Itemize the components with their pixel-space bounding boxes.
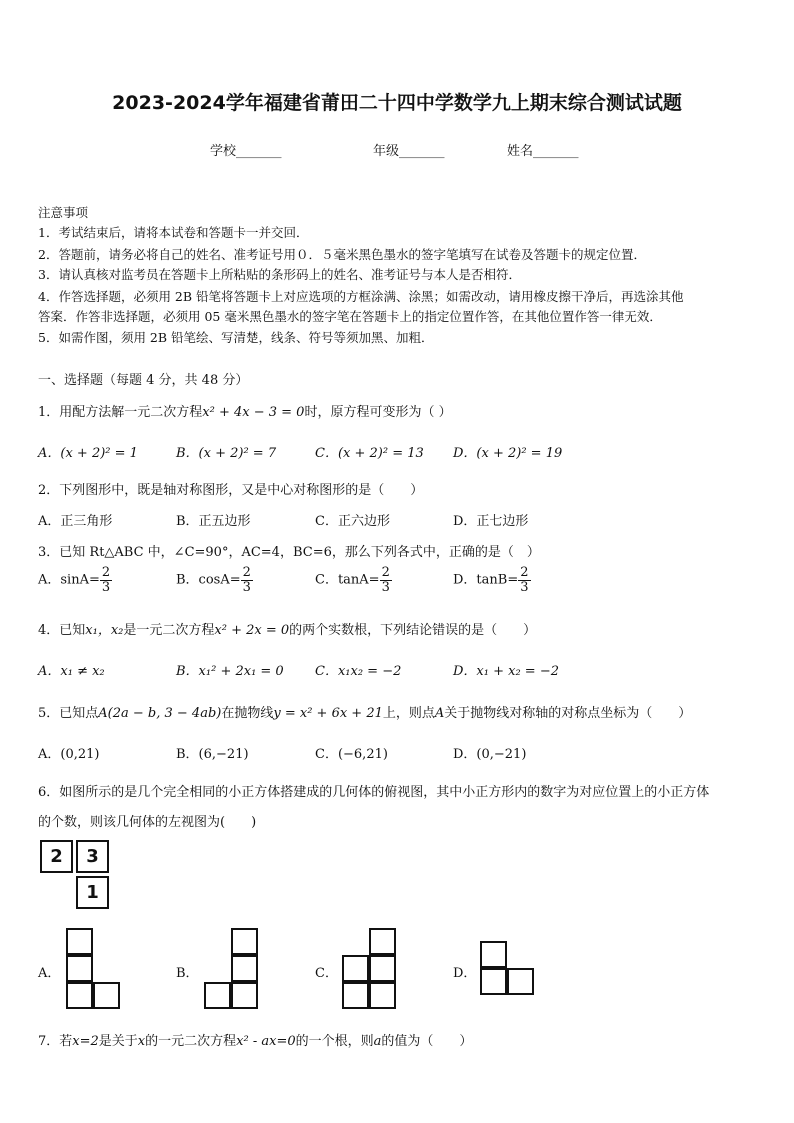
question-4 [38, 619, 536, 638]
q3-option-c-label: C．tanA= [315, 572, 380, 588]
cube-square [342, 982, 369, 1009]
grid-cell: 3 [76, 840, 109, 873]
q2-option-a[interactable]: A．正三角形 [38, 514, 113, 529]
q6-option-d-label[interactable]: D． [453, 966, 477, 981]
q3-option-b[interactable] [176, 566, 253, 594]
question-1 [38, 401, 452, 420]
fraction-numerator: 2 [242, 565, 251, 580]
q2-option-d[interactable]: D．正七边形 [453, 514, 529, 529]
cube-square [342, 955, 369, 982]
q2-option-c[interactable]: C．正六边形 [315, 514, 390, 529]
q5-point: A(2a − b, 3 − 4ab) [98, 706, 222, 721]
cube-square [231, 928, 258, 955]
question-2: 2．下列图形中，既是轴对称图形，又是中心对称图形的是（ ） [38, 483, 424, 498]
grade-field[interactable]: 年级_______ [373, 144, 445, 159]
note-item: 3．请认真核对监考员在答题卡上所粘贴的条形码上的姓名、准考证号与本人是否相符． [38, 267, 521, 282]
note-item: 4．作答选择题，必须用 2B 铅笔将答题卡上对应选项的方框涂满、涂黑；如需改动，请用橡皮擦干净后，再选涂其他 [38, 289, 684, 304]
q4-stem-end: 的两个实数根，下列结论错误的是（ ） [289, 623, 537, 638]
q3-option-a-label: A．sinA= [38, 572, 100, 588]
cube-square [369, 955, 396, 982]
q4-option-c[interactable]: C．x₁x₂ = −2 [315, 664, 402, 679]
note-item: 5．如需作图，须用 2B 铅笔绘、写清楚，线条、符号等须加黑、加粗． [38, 330, 434, 345]
cube-square [204, 982, 231, 1009]
q5-option-c[interactable]: C．(−6,21) [315, 747, 388, 762]
q7-equation: x² - ax=0 [236, 1034, 296, 1049]
q3-option-b-label: B．cosA= [176, 572, 241, 588]
q3-option-a[interactable] [38, 566, 112, 594]
q3-option-d-label: D．tanB= [453, 572, 519, 588]
page-title: 2023-2024学年福建省莆田二十四中学数学九上期末综合测试试题 [112, 92, 682, 114]
cube-square [480, 968, 507, 995]
cube-square [369, 982, 396, 1009]
fraction-denominator: 3 [520, 579, 529, 595]
notes-heading: 注意事项 [38, 205, 89, 220]
section-heading: 一、选择题（每题 4 分，共 48 分） [38, 373, 249, 388]
q5-parabola: y = x² + 6x + 21 [273, 706, 383, 721]
fraction-numerator: 2 [101, 565, 111, 580]
q5-option-a[interactable]: A．(0,21) [38, 747, 100, 762]
q7-stem-mid3: 的一个根，则 [295, 1034, 374, 1049]
q4-roots: x₁，x₂ [85, 623, 124, 638]
cube-square [507, 968, 534, 995]
q4-option-d[interactable]: D．x₁ + x₂ = −2 [453, 664, 559, 679]
question-3: 3．已知 Rt△ABC 中，∠C=90°，AC=4，BC=6，那么下列各式中，正确的是（ ） [38, 545, 540, 560]
q5-point-name: A [434, 706, 445, 721]
q3-option-d[interactable] [453, 566, 531, 594]
q3-option-c[interactable] [315, 566, 392, 594]
q1-equation: x² + 4x − 3 = 0 [202, 405, 305, 420]
cube-square [66, 928, 93, 955]
q5-stem: 5．已知点 [38, 706, 99, 721]
fraction-numerator: 2 [381, 565, 390, 580]
q6-option-c-label[interactable]: C． [315, 966, 338, 981]
q5-stem-end: 关于抛物线对称轴的对称点坐标为（ ） [444, 706, 692, 721]
cube-square [369, 928, 396, 955]
q5-stem-mid: 在抛物线 [221, 706, 274, 721]
grid-cell: 2 [40, 840, 73, 873]
q1-option-c[interactable]: C．(x + 2)² = 13 [315, 446, 424, 461]
q5-stem-mid2: 上，则点 [382, 706, 435, 721]
cube-square [93, 982, 120, 1009]
grid-cell: 1 [76, 876, 109, 909]
q7-stem-mid2: 的一元二次方程 [145, 1034, 237, 1049]
q6-option-b-label[interactable]: B． [176, 966, 199, 981]
fraction-denominator: 3 [101, 579, 111, 595]
question-5 [38, 702, 691, 721]
cube-square [480, 941, 507, 968]
q4-stem: 4．已知 [38, 623, 86, 638]
question-7 [38, 1030, 472, 1049]
q4-option-b[interactable]: B．x₁² + 2x₁ = 0 [176, 664, 284, 679]
note-item: 1．考试结束后，请将本试卷和答题卡一并交回． [38, 225, 309, 240]
q1-option-d[interactable]: D．(x + 2)² = 19 [453, 446, 563, 461]
note-item: 答案．作答非选择题，必须用 05 毫米黑色墨水的签字笔在答题卡上的指定位置作答，在其他位置作答一律无效． [38, 309, 662, 324]
q1-stem: 1．用配方法解一元二次方程 [38, 405, 203, 420]
q7-param: a [373, 1034, 382, 1049]
q6-option-a-label[interactable]: A． [38, 966, 61, 981]
cube-square [66, 982, 93, 1009]
q1-option-b[interactable]: B．(x + 2)² = 7 [176, 446, 277, 461]
cube-square [231, 955, 258, 982]
q2-option-b[interactable]: B．正五边形 [176, 514, 251, 529]
q7-stem: 7．若 [38, 1034, 73, 1049]
q5-option-b[interactable]: B．(6,−21) [176, 747, 249, 762]
q4-stem-mid: 是一元二次方程 [123, 623, 215, 638]
cube-square [66, 955, 93, 982]
q7-root: x=2 [72, 1034, 99, 1049]
school-field[interactable]: 学校_______ [210, 144, 282, 159]
name-field[interactable]: 姓名_______ [507, 144, 579, 159]
question-6-line2: 的个数，则该几何体的左视图为( ) [38, 815, 257, 830]
q5-option-d[interactable]: D．(0,−21) [453, 747, 527, 762]
q7-stem-mid: 是关于 [98, 1034, 138, 1049]
question-6-line1: 6．如图所示的是几个完全相同的小正方体搭建成的几何体的俯视图，其中小正方形内的数字为对应位置上的小正方体 [38, 785, 710, 800]
note-item: 2．答题前，请务必将自己的姓名、准考证号用０．５毫米黑色墨水的签字笔填写在试卷及答题卡的规定位置． [38, 247, 646, 262]
q7-variable: x [137, 1034, 146, 1049]
q4-option-a[interactable]: A．x₁ ≠ x₂ [38, 664, 105, 679]
q1-option-a[interactable]: A．(x + 2)² = 1 [38, 446, 138, 461]
fraction-denominator: 3 [242, 579, 251, 595]
q7-stem-end: 的值为（ ） [381, 1034, 473, 1049]
fraction-denominator: 3 [381, 579, 390, 595]
q1-stem-end: 时，原方程可变形为（ ） [304, 405, 452, 420]
fraction-numerator: 2 [520, 565, 529, 580]
q4-equation: x² + 2x = 0 [214, 623, 290, 638]
cube-square [231, 982, 258, 1009]
